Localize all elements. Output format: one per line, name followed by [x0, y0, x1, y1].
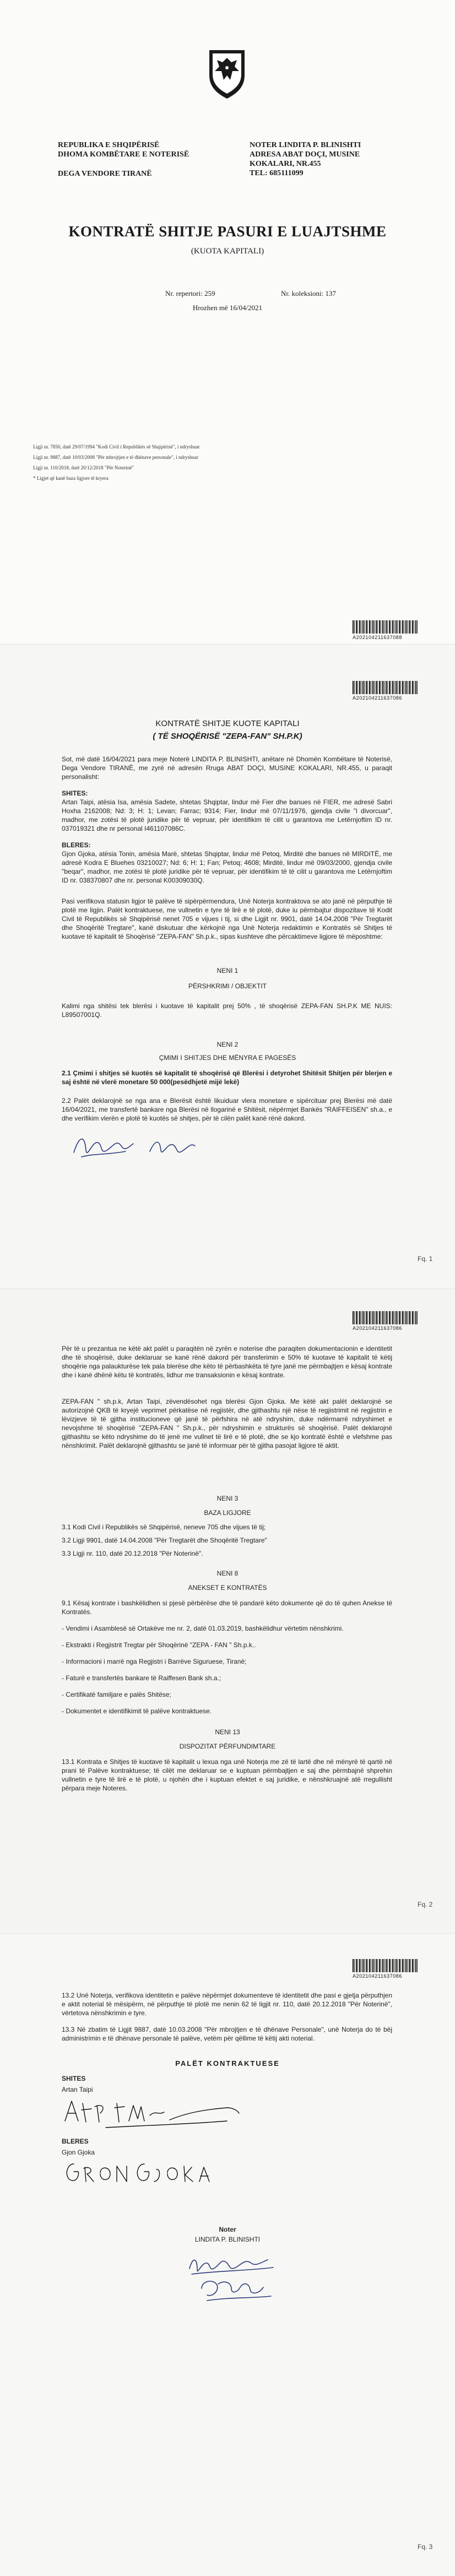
article-13-3: 13.3 Në zbatim të Ligjit 9887, datë 10.03.2008 "Për mbrojtjen e të dhënave Personale", unë Noterja do të bëj administrimin e të dhënave personale të palëve, vetëm për qëllime të këtij akti noterial.	[62, 2026, 392, 2042]
contract-title: KONTRATË SHITJE KUOTE KAPITALI	[155, 719, 300, 728]
article-2-heading: NENI 2	[216, 1041, 239, 1048]
article-13-heading: NENI 13	[215, 1728, 240, 1736]
seller-signature-icon	[62, 2093, 243, 2132]
barcode-number: A202104211637086	[353, 1325, 403, 1331]
purchase-paragraph: ZEPA-FAN " sh.p.k, Artan Taipi, zëvendësohet nga blerësi Gjon Gjoka. Me këtë akt palët deklarojnë se autorizojnë QKB të kryejë veprimet përkatëse në regjistër, dhe gjithashtu një nëse të regjistrimit në regjistrin e lëvizjeve të të gjitha institucioneve që janë të përfshira në atë ndryshim, duke ndërmarrë ndryshimet e nevojshme të shoqërisë "ZEPA-FAN " Sh.p.k., për ndryshimin e strukturës së shoqërisë. Palët deklarojnë gjithashtu se këto ndryshime do të jenë me vullnet të lirë e të plotë, dhe se kjo kontratë është e vlefshme pas nënshkrimit. Palët deklarojnë gjithashtu se janë të informuar për të gjitha pasojat ligjore të aktit.	[62, 1398, 392, 1449]
notary-name: LINDITA P. BLINISHTI	[194, 2236, 261, 2243]
article-3-title: BAZA LIGJORE	[204, 1509, 251, 1517]
parties-title: PALËT KONTRAKTUESE	[175, 2059, 280, 2068]
signature-icon	[71, 1129, 137, 1162]
annex-item: - Faturë e transfertës bankare të Raiffesen Bank sh.a.;	[62, 1674, 221, 1682]
notary-label: Noter	[219, 2226, 236, 2233]
footnote: Ligji nr. 9887, datë 10/03/2008 "Për mbrojtjen e të dhënave personale", i ndryshuar	[33, 454, 199, 460]
article-13-2: 13.2 Unë Noterja, verifikova identitetin e palëve nëpërmjet dokumenteve të identitetit dhe pasi e gjetja përputhjen e aktit noterial të mësipërm, në përputhje të plotë me nenin 62 të ligjit nr. 110, datë 20.12.2018 "Për Noterinë", vërtetova nënshkrimin e tyre.	[62, 1991, 392, 2017]
contract-page-3	[0, 1934, 455, 2576]
article-3-2: 3.2 Ligji 9901, datë 14.04.2008 "Për Tregtarët dhe Shoqëritë Tregtare"	[62, 1536, 267, 1544]
buyers-paragraph: Gjon Gjoka, atësia Tonin, amësia Marë, shtetas Shqiptar, lindur më Petoq, Mirditë dhe banues në MIRDITË, me adresë Kodra E Bluehes 03210027; Nd: 6; H: 1; Fan; Petoq; 4608; Mirditë, lindur më 09/03/2000, gjendja civile "beqar", madhor, me zotësi të plotë juridike për të vepruar, për identifikim të të cilit u garantova me Letërnjoftim ID nr. 038370807 dhe nr. personal K00309030Q.	[62, 850, 392, 884]
barcode-icon	[353, 1959, 419, 1972]
barcode-number: A202104211637088	[353, 635, 403, 640]
page-number: Fq. 2	[418, 1901, 433, 1908]
koleksioni-number: Nr. koleksioni: 137	[281, 289, 337, 297]
seller-name: Artan Taipi	[62, 2086, 93, 2093]
barcode-icon	[353, 620, 419, 634]
header-line: REPUBLIKA E SHQIPËRISË	[58, 141, 160, 149]
footnote: * Ligjet që kanë baza ligjore të kryera	[33, 475, 109, 481]
header-line: ADRESA ABAT DOÇI, MUSINE	[250, 150, 360, 159]
signature-icon	[148, 1135, 197, 1159]
article-1-text: Kalimi nga shitësi tek blerësi i kuotave të kapitalit prej 50% , të shoqërisë ZEPA-FAN SH.P.K ME NUIS: L89507001Q.	[62, 1002, 392, 1019]
annex-item: - Certifikatë familjare e palës Shitëse;	[62, 1691, 171, 1698]
footnote: Ligji nr. 7850, datë 29/07/1994 "Kodi Civil i Republikës së Shqipërisë", i ndryshuar	[33, 444, 200, 450]
seller-label: SHITES	[62, 2075, 86, 2082]
notary-signature-icon	[185, 2247, 279, 2307]
article-8-1: 9.1 Kësaj kontrate i bashkëlidhen si pjesë përbërëse dhe të pandarë këto dokumente që do të quhen Anekse të Kontratës.	[62, 1599, 392, 1616]
header-line: DEGA VENDORE TIRANË	[58, 170, 152, 178]
footnote: Ligji nr. 110/2018, datë 20/12/2018 "Për Noterinë"	[33, 465, 134, 470]
document-date: Hrozhen më 16/04/2021	[192, 304, 263, 312]
contract-subtitle: ( TË SHOQËRISË "ZEPA-FAN" SH.P.K)	[153, 732, 302, 741]
header-line: TEL: 685111099	[250, 169, 304, 177]
sellers-label: SHITES:	[62, 789, 88, 797]
article-8-heading: NENI 8	[216, 1570, 239, 1577]
article-13-title: DISPOZITAT PËRFUNDIMTARE	[179, 1742, 276, 1750]
article-2-title: ÇMIMI I SHITJES DHE MËNYRA E PAGESËS	[159, 1054, 296, 1062]
buyer-signature-icon	[62, 2156, 238, 2189]
annex-item: - Dokumentet e identifikimit të palëve kontraktuese.	[62, 1707, 212, 1715]
intro-paragraph: Sot, më datë 16/04/2021 para meje Noterë LINDITA P. BLINISHTI, anëtare në Dhomën Kombëtare të Noterisë, Dega Vendore TIRANË, me zyrë në adresën Rruga ABAT DOÇI, MUSINE KOKALARI, NR.455, u paraqit personalisht:	[62, 755, 392, 781]
page-number: Fq. 3	[418, 2543, 433, 2551]
article-2-1: 2.1 Çmimi i shitjes së kuotës së kapitalit të shoqërisë që Blerësi i detyrohet Shitësit Shitjen për blerjen e saj është në vlerë monetare 50 000(pesëdhjetë mijë lekë)	[62, 1069, 392, 1086]
article-8-title: ANEKSET E KONTRATËS	[188, 1584, 267, 1592]
article-3-1: 3.1 Kodi Civil i Republikës së Shqipërisë, neneve 705 dhe vijues të tij;	[62, 1523, 266, 1531]
article-1-heading: NENI 1	[216, 967, 239, 975]
issuer-header	[58, 140, 223, 178]
header-line: DHOMA KOMBËTARE E NOTERISË	[58, 150, 189, 159]
buyer-label: BLERES	[62, 2137, 89, 2145]
barcode-number: A202104211637086	[353, 695, 403, 701]
cover-page	[0, 0, 455, 645]
presentation-paragraph: Për të u prezantua ne këtë akt palët u paraqitën në zyrën e noterise dhe paraqiten dokumentacionin e identitetit dhe të shoqërisë, duke deklaruar se kanë rënë dakord për transferimin e 50% të kuotave të kapitalit të këtij shoqërie nga palaukturëse tek pala blerëse dhe këto të përbashkëta të tyre janë me përmbajtjen e kësaj kontrate dhe i kanë dhënë këtu të kontratës, lidhur me transaksionin e kësaj kontrate.	[62, 1345, 392, 1379]
document-title: KONTRATË SHITJE PASURI E LUAJTSHME	[68, 223, 387, 240]
contract-page-1	[0, 645, 455, 1289]
article-3-3: 3.3 Ligji nr. 110, datë 20.12.2018 "Për Noterinë".	[62, 1550, 203, 1557]
contract-page-2	[0, 1289, 455, 1934]
header-line: KOKALARI, NR.455	[250, 160, 321, 168]
article-1-title: PËRSHKRIMI / OBJEKTIT	[188, 982, 267, 990]
header-line: NOTER LINDITA P. BLINISHTI	[250, 141, 361, 149]
coat-of-arms-icon	[205, 47, 249, 100]
verification-paragraph: Pasi verifikova statusin ligjor të palëve të sipërpërmendura, Unë Noterja kontraktova se ato janë në përputhje të plotë me ligjin. Palët kontraktuese, me vullnetin e tyre të lirë e të plotë, duke iu përmbajtur dispozitave të Kodit Civil të Republikës së Shqipërisë nenet 705 e vijues i tij, si dhe Ligjit nr. 9901, datë 14.04.2008 "Për Tregtarët dhe Shoqëritë Tregtare", kanë diskutuar dhe kërkojnë nga Unë Noterja redaktimin e Kontratës së Shitjes të kuotave të kapitalit të Shoqërisë "ZEPA-FAN" Sh.p.k., sipas kushteve dhe përcaktimeve ligjore të mëposhtme:	[62, 897, 392, 940]
annex-item: - Informacioni i marrë nga Regjistri i Barrëve Siguruese, Tiranë;	[62, 1658, 247, 1665]
buyers-label: BLERES:	[62, 841, 91, 849]
article-13-1: 13.1 Kontrata e Shitjes të kuotave të kapitalit u lexua nga unë Noterja me zë të lartë dhe në mënyrë të qartë në prani të Palëve kontraktuese; të cilët me deklaruar se e kuptuan përmbajtjen e saj dhe përmbajnë shprehin vullnetin e tyre të lirë e të plotë, u njohën dhe i kuptuan efektet e saj juridike, e nënshkruajnë atë rregullisht përpara meje Noteres.	[62, 1758, 392, 1792]
article-3-heading: NENI 3	[216, 1495, 239, 1502]
repertori-number: Nr. repertori: 259	[165, 289, 215, 297]
document-subtitle: (KUOTA KAPITALI)	[191, 247, 264, 256]
annex-item: - Vendimi i Asamblesë së Ortakëve me nr. 2, datë 01.03.2019, bashkëlidhur vërtetim nënshkrimi.	[62, 1625, 344, 1632]
sellers-paragraph: Artan Taipi, atësia Isa, amësia Sadete, shtetas Shqiptar, lindur më Fier dhe banues në FIER, me adresë Sabri Hoxha 2162008; Nd: 3; H: 1; Levan; Farrac; 9314; Fier, lindur më 07/11/1976, gjendja civile "i divorcuar", madhor, me zotësi të plotë juridike për të vepruar, për identifikim të cilit u garantova me Letërnjoftim ID nr. 037019321 dhe nr personal I461107086C.	[62, 798, 392, 832]
barcode-number: A202104211637086	[353, 1973, 403, 1979]
page-number: Fq. 1	[418, 1255, 433, 1263]
notary-header	[250, 140, 415, 178]
barcode-icon	[353, 1311, 419, 1324]
annex-item: - Ekstrakti i Regjistrit Tregtar për Shoqërinë "ZEPA - FAN " Sh.p.k..	[62, 1641, 256, 1649]
barcode-icon	[353, 681, 419, 694]
article-2-2: 2.2 Palët deklarojnë se nga ana e Blerësit është likuiduar vlera monetare e sipërcituar prej Blerësi më datë 16/04/2021, me transfertë bankare nga Blerësi në llogarinë e Shitësit, nëpërmjet Bankës "RAIFFEISEN" sh.a., e dhe verifikim vlerën e plotë të kuotës së shitjes, për të cilën palët kanë rënë dakord.	[62, 1097, 392, 1122]
legal-footnotes	[33, 442, 319, 484]
buyer-name: Gjon Gjoka	[62, 2149, 95, 2156]
